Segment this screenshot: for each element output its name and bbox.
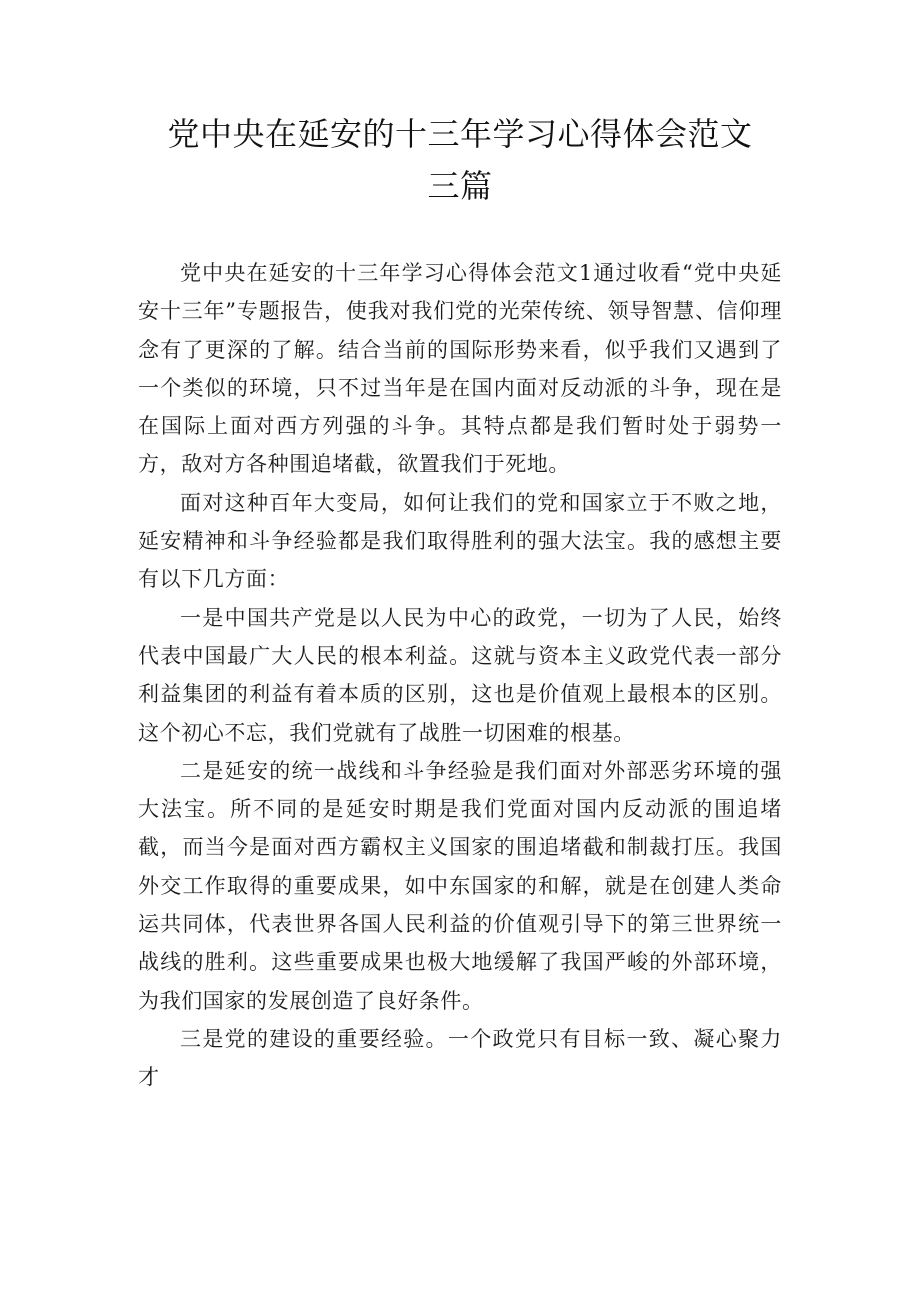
document-title [140,108,780,212]
paragraph-2: 面对这种百年大变局，如何让我们的党和国家立于不败之地，延安精神和斗争经验都是我们取得胜利的强大法宝。我的感想主要有以下几方面： [138,490,782,592]
paragraph-4: 二是延安的统一战线和斗争经验是我们面对外部恶劣环境的强大法宝。所不同的是延安时期是我们党面对国内反动派的围追堵截，而当今是面对西方霸权主义国家的围追堵截和制裁打压。我国外交工作取得的重要成果，如中东国家的和解，就是在创建人类命运共同体，代表世界各国人民利益的价值观引导下的第三世界统一战线的胜利。这些重要成果也极大地缓解了我国严峻的外部环境，为我们国家的发展创造了良好条件。 [138,758,782,1013]
title-line-1: 党中央在延安的十三年学习心得体会范文 [167,115,753,153]
paragraph-5: 三是党的建设的重要经验。一个政党只有目标一致、凝心聚力才 [138,1026,782,1090]
paragraph-1: 党中央在延安的十三年学习心得体会范文1通过收看“党中央延安十三年”专题报告，使我对我们党的光荣传统、领导智慧、信仰理念有了更深的了解。结合当前的国际形势来看，似乎我们又遇到了一个类似的环境，只不过当年是在国内面对反动派的斗争，现在是在国际上面对西方列强的斗争。其特点都是我们暂时处于弱势一方，敌对方各种围追堵截，欲置我们于死地。 [138,261,782,477]
title-line-2: 三篇 [427,167,493,205]
document-body [138,254,782,1097]
paragraph-3: 一是中国共产党是以人民为中心的政党，一切为了人民，始终代表中国最广大人民的根本利益。这就与资本主义政党代表一部分利益集团的利益有着本质的区别，这也是价值观上最根本的区别。这个初心不忘，我们党就有了战胜一切困难的根基。 [138,605,782,745]
